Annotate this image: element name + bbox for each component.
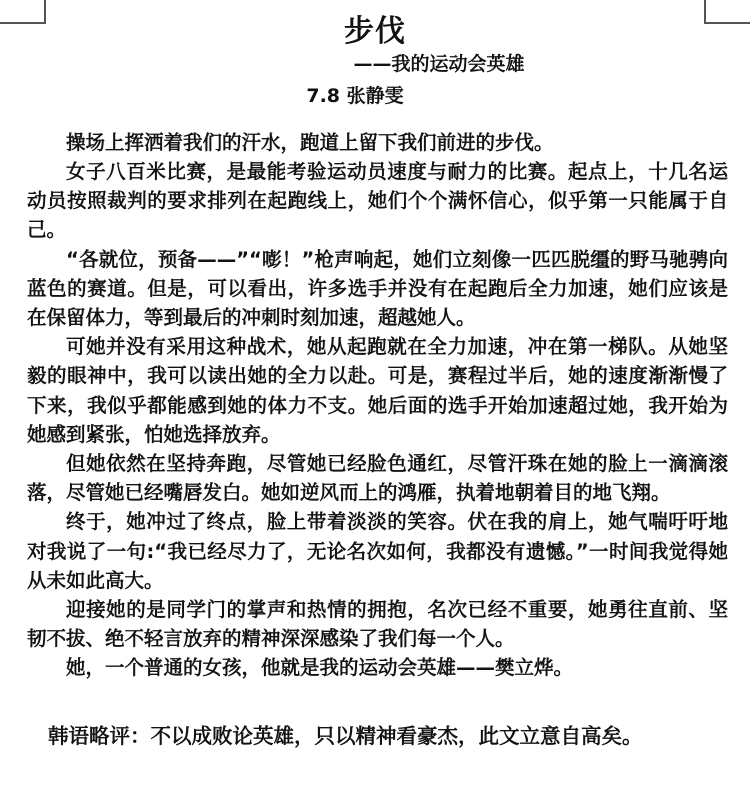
paragraph: “各就位，预备——”“嘭！”枪声响起，她们立刻像一匹匹脱缰的野马驰骋向蓝色的赛道。但是，可以看出，许多选手并没有在起跑后全力加速，她们应该是在保留体力，等到最后的冲刺时刻加速，超越她人。 bbox=[27, 247, 728, 330]
critique-block bbox=[0, 721, 750, 751]
page-title: 步伐 bbox=[344, 14, 406, 49]
paragraph: 但她依然在坚持奔跑，尽管她已经脸色通红，尽管汗珠在她的脸上一滴滴滚落，尽管她已经嘴唇发白。她如逆风而上的鸿雁，执着地朝着目的地飞翔。 bbox=[27, 452, 728, 505]
paragraph: 女子八百米比赛，是最能考验运动员速度与耐力的比赛。起点上，十几名运动员按照裁判的要求排列在起跑线上，她们个个满怀信心，似乎第一只能属于自己。 bbox=[27, 160, 728, 242]
paragraph: 操场上挥洒着我们的汗水，跑道上留下我们前进的步伐。 bbox=[66, 130, 554, 154]
paragraph: 她，一个普通的女孩，他就是我的运动会英雄——樊立烨。 bbox=[66, 656, 574, 680]
paragraph: 迎接她的是同学门的掌声和热情的拥抱，名次已经不重要，她勇往直前、坚韧不拔、绝不轻言放弃的精神深深感染了我们每一个人。 bbox=[27, 598, 728, 651]
paragraph: 可她并没有采用这种战术，她从起跑就在全力加速，冲在第一梯队。从她坚毅的眼神中，我可以读出她的全力以赴。可是，赛程过半后，她的速度渐渐慢了下来，我似乎都能感到她的体力不支。她后面的选手开始加速超过她，我开始为她感到紧张，怕她选择放弃。 bbox=[27, 335, 728, 446]
body-text bbox=[0, 128, 750, 683]
critique-text: 韩语略评：不以成败论英雄，只以精神看豪杰，此文立意自高矣。 bbox=[48, 723, 643, 748]
byline: 7.8 张静雯 bbox=[306, 85, 404, 108]
paragraph: 终于，她冲过了终点，脸上带着淡淡的笑容。伏在我的肩上，她气喘吁吁地对我说了一句:“我已经尽力了，无论名次如何，我都没有遗憾。”一时间我觉得她从未如此高大。 bbox=[27, 510, 728, 592]
title-block bbox=[0, 0, 750, 110]
page-subtitle: ——我的运动会英雄 bbox=[353, 52, 525, 75]
